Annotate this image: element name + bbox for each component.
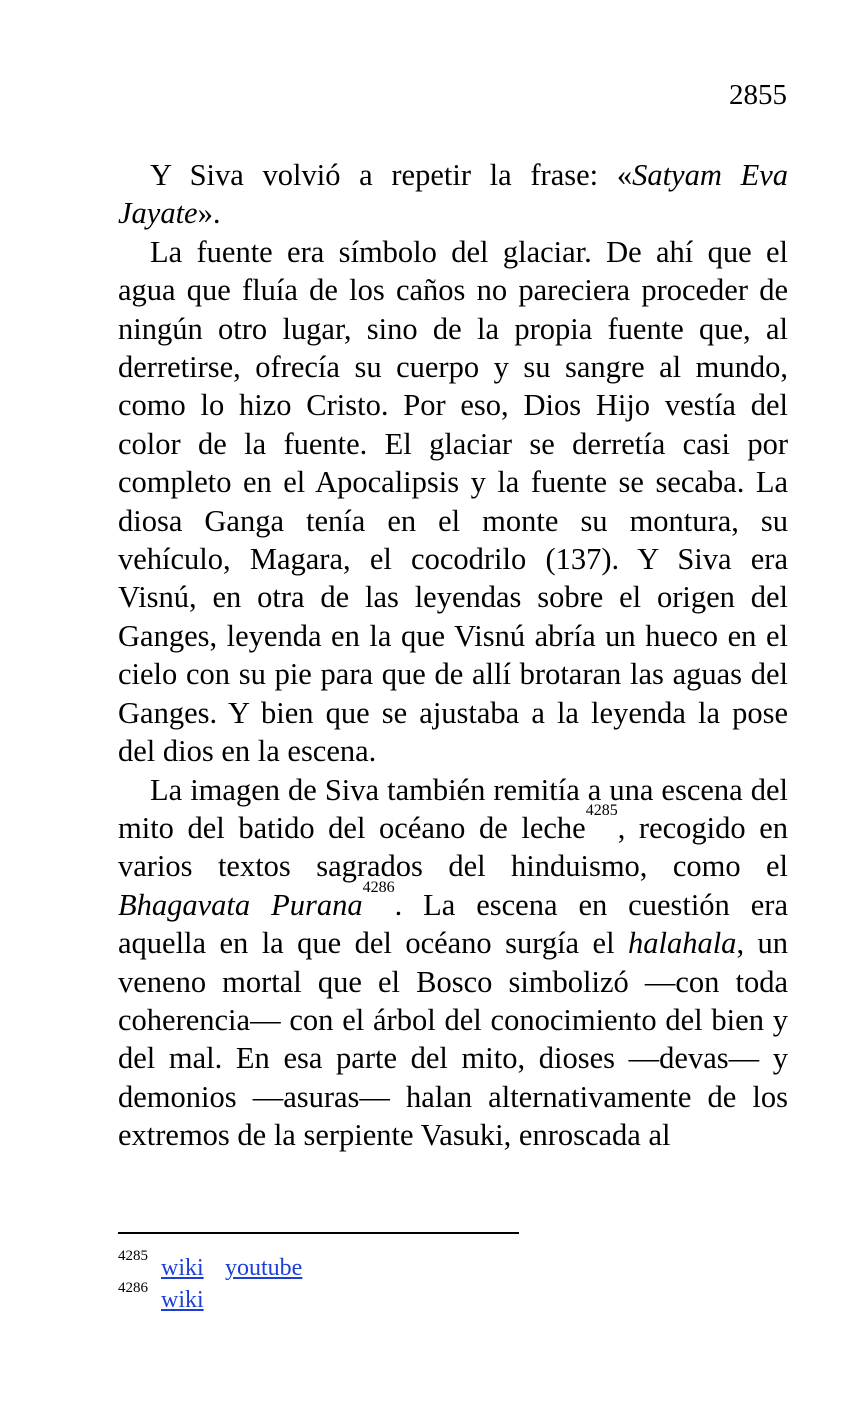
paragraph <box>118 233 788 771</box>
text-run: , un veneno mortal que el Bosco simbolizó —con toda coherencia— con el árbol del conocimiento del bien y del mal. En esa parte del mito, dioses —devas— y demonios —asuras— halan alternativamente de los extremos de la serpiente Vasuki, enroscada al <box>118 926 788 1153</box>
footnote-number: 4286 <box>118 1280 148 1296</box>
paragraph <box>118 771 788 1155</box>
youtube-link[interactable]: youtube <box>225 1255 303 1281</box>
footnote-reference: 4286 <box>362 878 395 896</box>
text-run: ». <box>197 196 221 231</box>
text-run: La fuente era símbolo del glaciar. De ahí que el agua que fluía de los caños no pareciera proceder de ningún otro lugar, sino de la propia fuente que, al derretirse, ofrecía su cuerpo y su sangre al mundo, como lo hizo Cristo. Por eso, Dios Hijo vestía del color de la fuente. El glaciar se derretía casi por completo en el Apocalipsis y la fuente se secaba. La diosa Ganga tenía en el monte su montura, su vehículo, Magara, el cocodrilo (137). Y Siva era Visnú, en otra de las leyendas sobre el origen del Ganges, leyenda en la que Visnú abría un hueco en el cielo con su pie para que de allí brotaran las aguas del Ganges. Y bien que se ajustaba a la leyenda la pose del dios en la escena. <box>118 234 788 769</box>
page-number: 2855 <box>729 79 787 111</box>
italic-term: halahala <box>627 926 737 961</box>
footnote-divider <box>118 1232 519 1234</box>
italic-phrase: Satyam Eva Jayate <box>118 158 788 231</box>
paragraph <box>118 156 788 233</box>
footnote-number: 4285 <box>118 1248 148 1264</box>
text-run: , recogido en varios textos sagrados del hinduismo, como el <box>118 810 788 884</box>
text-run: . La escena en cuestión era aquella en la que del océano surgía el <box>118 887 788 961</box>
wiki-link[interactable]: wiki <box>161 1255 204 1281</box>
body-text <box>118 156 788 1155</box>
italic-title: Bhagavata Purana <box>118 887 363 922</box>
wiki-link[interactable]: wiki <box>161 1287 204 1313</box>
text-run: Y Siva volvió a repetir la frase: « <box>150 158 633 192</box>
text-run: La imagen de Siva también remitía a una escena del mito del batido del océano de leche <box>118 772 788 845</box>
footnote-reference: 4285 <box>585 801 618 819</box>
